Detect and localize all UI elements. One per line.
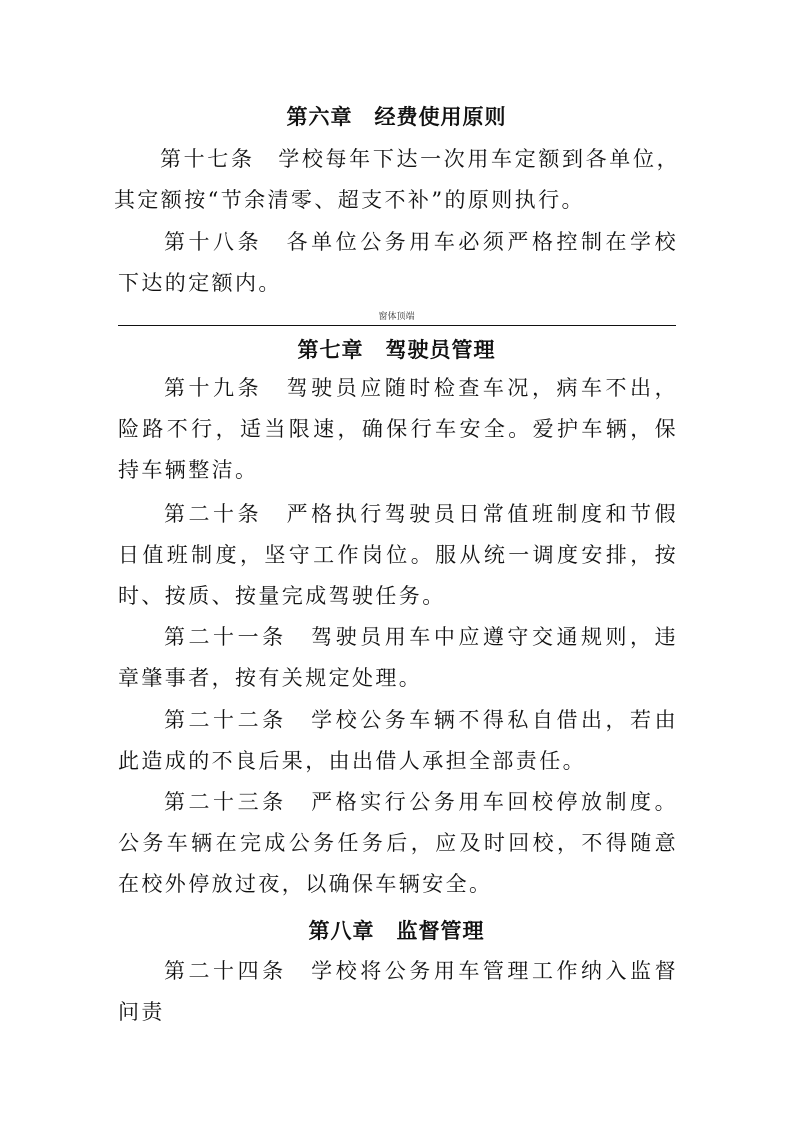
article-20: 第二十条 严格执行驾驶员日常值班制度和节假日值班制度，坚守工作岗位。服从统一调度安排，按时、按质、按量完成驾驶任务。: [118, 502, 678, 608]
article-21: 第二十一条 驾驶员用车中应遵守交通规则，违章肇事者，按有关规定处理。: [118, 625, 678, 690]
article-17: 第十七条 学校每年下达一次用车定额到各单位，其定额按“节余清零、超支不补”的原则执行。: [114, 147, 680, 212]
article-23: 第二十三条 严格实行公务用车回校停放制度。公务车辆在完成公务任务后，应及时回校，不得随意在校外停放过夜，以确保车辆安全。: [118, 790, 678, 896]
chapter-8-heading: 第八章 监督管理: [308, 919, 485, 943]
chapter-6-heading: 第六章 经费使用原则: [286, 105, 507, 129]
article-24: 第二十四条 学校将公务用车管理工作纳入监督问责: [118, 959, 678, 1024]
chapter-7-heading: 第七章 驾驶员管理: [297, 338, 496, 362]
article-18: 第十八条 各单位公务用车必须严格控制在学校下达的定额内。: [118, 230, 678, 295]
article-19: 第十九条 驾驶员应随时检查车况，病车不出，险路不行，适当限速，确保行车安全。爱护车辆，保持车辆整洁。: [118, 376, 678, 482]
separator-line: [118, 325, 676, 326]
separator-label: 窗体顶端: [378, 312, 415, 322]
article-22: 第二十二条 学校公务车辆不得私自借出，若由此造成的不良后果，由出借人承担全部责任。: [118, 708, 678, 773]
